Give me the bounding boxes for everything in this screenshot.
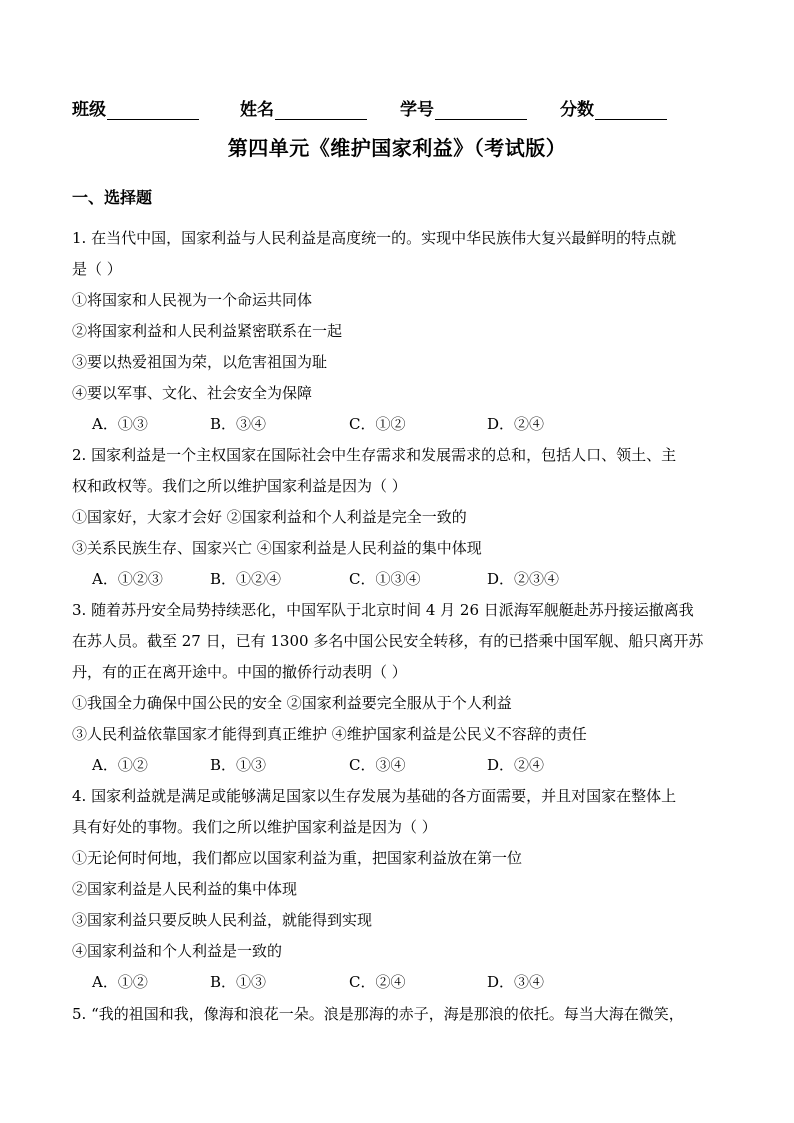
question-4-option-b[interactable]: B．①③	[210, 973, 267, 991]
question-1-option-a[interactable]: A．①③	[92, 415, 148, 433]
student-info-row	[72, 95, 712, 125]
question-1-option-b[interactable]: B．③④	[210, 415, 267, 433]
student-id-label: 学号	[400, 100, 434, 120]
question-3-stem-line-1: 3. 随着苏丹安全局势持续恶化，中国军队于北京时间 4 月 26 日派海军舰艇赴苏丹接运撤离我	[72, 601, 694, 619]
question-1-stem-line-2: 是（ ）	[72, 260, 122, 278]
question-4-item-1: ①无论何时何地，我们都应以国家利益为重，把国家利益放在第一位	[72, 849, 523, 867]
question-1-option-d[interactable]: D．②④	[487, 415, 545, 433]
question-4-option-a[interactable]: A．①②	[92, 973, 148, 991]
question-1-option-c[interactable]: C．①②	[349, 415, 406, 433]
question-5-stem-line-1: 5. “我的祖国和我，像海和浪花一朵。浪是那海的赤子，海是那浪的依托。每当大海在微笑，	[72, 1005, 684, 1023]
score-blank[interactable]	[595, 101, 667, 120]
question-2-option-c[interactable]: C．①③④	[349, 570, 421, 588]
question-2-stem-line-2: 权和政权等。我们之所以维护国家利益是因为（ ）	[72, 477, 407, 495]
page-title: 第四单元《维护国家利益》（考试版）	[227, 136, 567, 160]
question-2-option-a[interactable]: A．①②③	[92, 570, 163, 588]
question-2-option-d[interactable]: D．②③④	[487, 570, 560, 588]
question-3-item-line-2: ③人民利益依靠国家才能得到真正维护 ④维护国家利益是公民义不容辞的责任	[72, 725, 587, 743]
question-3-item-line-1: ①我国全力确保中国公民的安全 ②国家利益要完全服从于个人利益	[72, 694, 512, 712]
question-3-option-d[interactable]: D．②④	[487, 756, 545, 774]
question-3-option-a[interactable]: A．①②	[92, 756, 148, 774]
question-2-stem-line-1: 2. 国家利益是一个主权国家在国际社会中生存需求和发展需求的总和，包括人口、领土、主	[72, 446, 677, 464]
question-1-item-4: ④要以军事、文化、社会安全为保障	[72, 384, 313, 402]
question-4-option-d[interactable]: D．③④	[487, 973, 545, 991]
student-id-field	[400, 95, 527, 120]
question-3-option-c[interactable]: C．③④	[349, 756, 406, 774]
student-id-blank[interactable]	[435, 101, 527, 120]
question-3-stem-line-3: 丹，有的正在离开途中。中国的撤侨行动表明（ ）	[72, 663, 407, 681]
class-blank[interactable]	[107, 101, 199, 120]
score-field	[560, 95, 667, 120]
question-1-item-1: ①将国家和人民视为一个命运共同体	[72, 291, 313, 309]
name-field	[240, 95, 367, 120]
question-3-stem-line-2: 在苏人员。截至 27 日，已有 1300 多名中国公民安全转移，有的已搭乘中国军舰、船只离开苏	[72, 632, 704, 650]
question-4-item-2: ②国家利益是人民利益的集中体现	[72, 880, 298, 898]
question-1-item-2: ②将国家利益和人民利益紧密联系在一起	[72, 322, 343, 340]
question-3-option-b[interactable]: B．①③	[210, 756, 267, 774]
name-blank[interactable]	[275, 101, 367, 120]
name-label: 姓名	[240, 100, 274, 120]
question-4-stem-line-2: 具有好处的事物。我们之所以维护国家利益是因为（ ）	[72, 818, 437, 836]
question-2-option-b[interactable]: B．①②④	[210, 570, 282, 588]
question-1-stem-line-1: 1. 在当代中国，国家利益与人民利益是高度统一的。实现中华民族伟大复兴最鲜明的特点就	[72, 229, 677, 247]
score-label: 分数	[560, 100, 594, 120]
question-4-item-4: ④国家利益和个人利益是一致的	[72, 942, 283, 960]
question-2-item-line-2: ③关系民族生存、国家兴亡 ④国家利益是人民利益的集中体现	[72, 539, 482, 557]
class-field	[72, 95, 199, 120]
question-2-item-line-1: ①国家好，大家才会好 ②国家利益和个人利益是完全一致的	[72, 508, 467, 526]
question-4-stem-line-1: 4. 国家利益就是满足或能够满足国家以生存发展为基础的各方面需要，并且对国家在整体上	[72, 787, 677, 805]
class-label: 班级	[72, 100, 106, 120]
section-heading: 一、选择题	[72, 188, 153, 207]
question-1-item-3: ③要以热爱祖国为荣，以危害祖国为耻	[72, 353, 328, 371]
question-4-option-c[interactable]: C．②④	[349, 973, 406, 991]
question-4-item-3: ③国家利益只要反映人民利益，就能得到实现	[72, 911, 373, 929]
